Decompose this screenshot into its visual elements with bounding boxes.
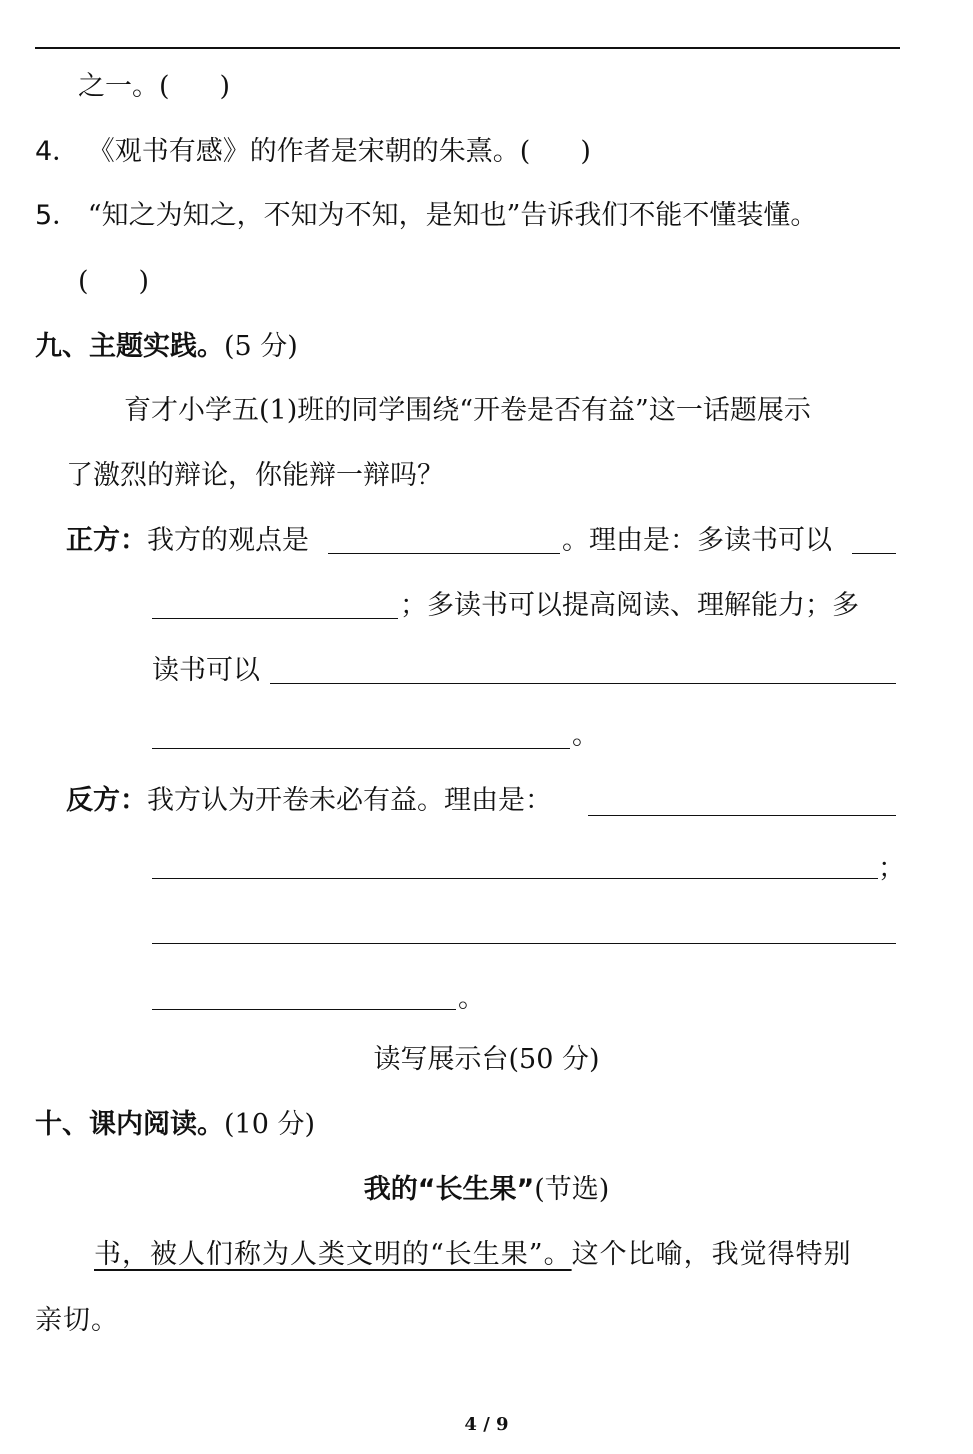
item-number: 4． xyxy=(35,136,80,167)
pro-reason-3-blank-b[interactable] xyxy=(152,748,570,749)
q9-heading: 九、主题实践。 xyxy=(35,331,224,362)
passage-para-line-2: 亲切。 xyxy=(35,1305,119,1336)
pro-viewpoint-blank[interactable] xyxy=(328,553,560,554)
passage-note: (节选) xyxy=(534,1174,610,1205)
answer-paren-open: ( xyxy=(78,266,89,297)
q9-heading-line xyxy=(35,330,298,364)
answer-paren-close: ) xyxy=(580,136,591,167)
passage-para-line-1 xyxy=(94,1238,852,1272)
q8-cont-text: 之一。( xyxy=(78,71,170,102)
pro-reason-1-blank-b[interactable] xyxy=(152,618,398,619)
q8-continuation-line xyxy=(78,70,230,104)
answer-paren-close: ) xyxy=(138,266,150,297)
pro-line-2: ；多读书可以提高阅读、理解能力；多 xyxy=(400,590,859,621)
con-reason-blank-a[interactable] xyxy=(588,815,896,816)
con-reason-blank-d[interactable] xyxy=(152,1009,456,1010)
q8-item-4 xyxy=(35,135,591,169)
q8-item-5 xyxy=(35,199,817,233)
pro-reason-intro: 。理由是：多读书可以 xyxy=(562,525,832,556)
con-label: 反方： xyxy=(66,785,147,816)
item-number: 5． xyxy=(35,200,80,231)
pro-reason-3-blank-a[interactable] xyxy=(270,683,896,684)
pro-end-mark: 。 xyxy=(572,720,599,751)
page-number: 4 / 9 xyxy=(464,1414,509,1435)
top-rule xyxy=(35,47,900,49)
q10-score: (10 分) xyxy=(224,1109,316,1140)
item-text: 《观书有感》的作者是宋朝的朱熹。( xyxy=(87,136,531,167)
con-end-mark: 。 xyxy=(458,983,485,1014)
underlined-sentence: 书，被人们称为人类文明的“长生果”。 xyxy=(94,1239,572,1270)
q9-intro-line-2: 了激烈的辩论，你能辩一辩吗？ xyxy=(66,460,444,491)
pro-label: 正方： xyxy=(66,525,147,556)
con-reason-blank-c[interactable] xyxy=(152,943,896,944)
passage-title: 我的“长生果” xyxy=(363,1174,535,1205)
pro-text: 我方的观点是 xyxy=(147,525,309,556)
q8-cont-close: ) xyxy=(219,71,231,102)
section-title: 读写展示台(50 分) xyxy=(373,1044,600,1075)
con-reason-blank-b[interactable] xyxy=(152,878,878,879)
item-text: “知之为知之，不知为不知，是知也”告诉我们不能不懂装懂。 xyxy=(87,200,818,231)
q10-heading: 十、课内阅读。 xyxy=(35,1109,224,1140)
passage-title-line xyxy=(0,1173,973,1207)
q9-intro-line-1: 育才小学五(1)班的同学围绕“开卷是否有益”这一话题展示 xyxy=(124,395,811,426)
passage-text: 这个比喻，我觉得特别 xyxy=(571,1239,852,1270)
q8-item-5-answer xyxy=(78,265,149,299)
pro-reason-1-blank-a[interactable] xyxy=(852,553,896,554)
q10-heading-line xyxy=(35,1108,315,1142)
con-semicolon: ； xyxy=(878,853,905,884)
pro-line-1 xyxy=(66,524,309,558)
q9-score: (5 分) xyxy=(224,331,298,362)
con-line-1 xyxy=(66,784,552,818)
pro-line-3: 读书可以 xyxy=(152,655,260,686)
con-text: 我方认为开卷未必有益。理由是： xyxy=(147,785,552,816)
